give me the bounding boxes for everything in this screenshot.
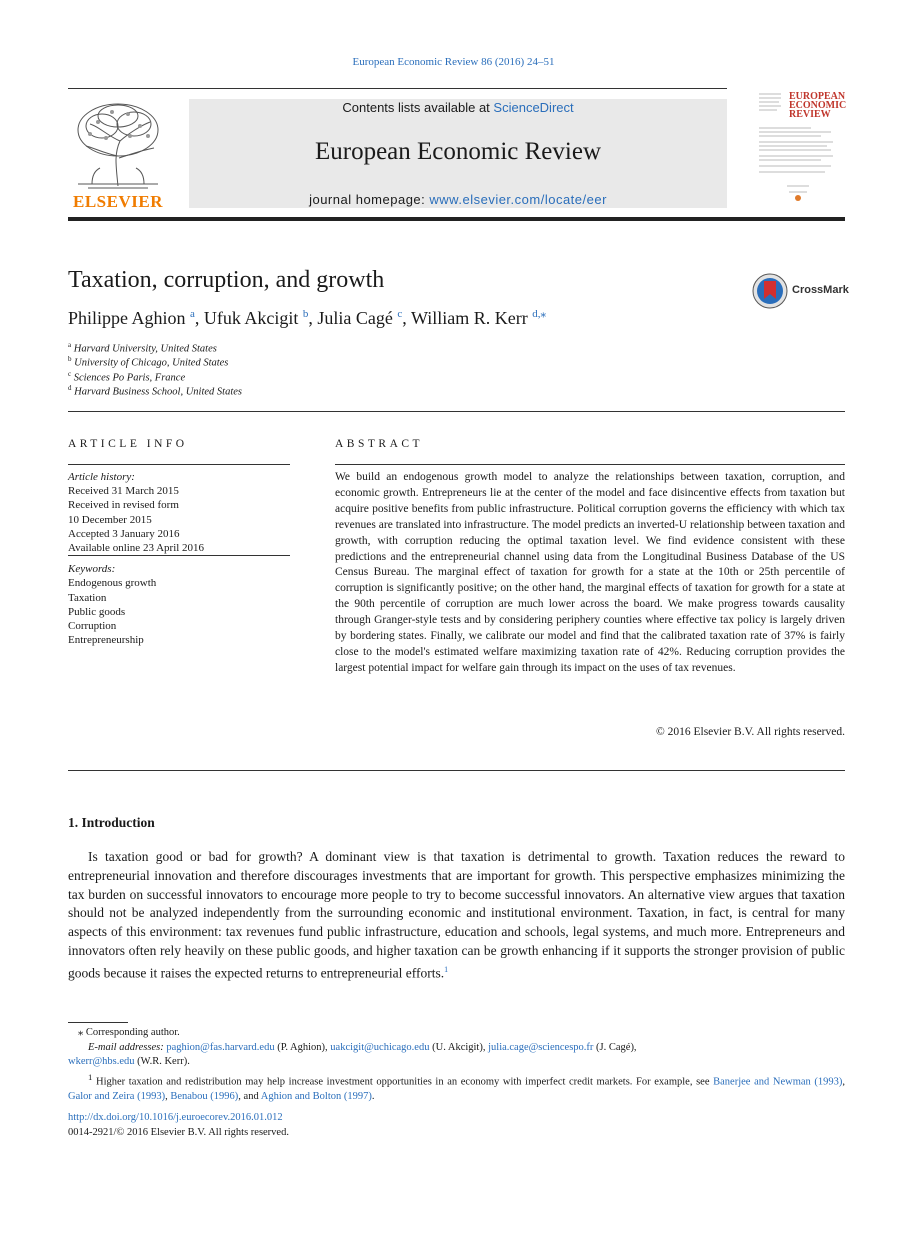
email-label: E-mail addresses: [88,1041,164,1053]
author-mark[interactable]: c [397,308,403,320]
footnote-text: Higher taxation and redistribution may help increase investment opportunities in an economy with imperfect credit markets. For example, see [96,1076,710,1087]
affiliation [68,384,242,398]
keyword: Corruption [68,620,117,633]
email-link[interactable]: paghion@fas.harvard.edu [166,1041,275,1053]
email-link[interactable]: wkerr@hbs.edu [68,1056,135,1067]
keyword: Public goods [68,605,126,618]
footnote-ref[interactable]: 1 [444,964,449,974]
author-separator: , [194,308,200,328]
affiliation [68,341,217,355]
citation-sep: , [165,1090,168,1102]
author[interactable]: William R. Kerr [410,308,528,328]
history-item: 10 December 2015 [68,513,152,526]
doi-link[interactable]: http://dx.doi.org/10.1016/j.euroecorev.2016.01.012 [68,1112,283,1123]
history-rule [68,555,290,556]
author-mark[interactable]: d,⁎ [532,308,546,320]
affiliation-mark: a [68,341,72,349]
affiliation [68,370,185,384]
affiliation-text: Harvard Business School, United States [74,386,243,398]
affiliation-mark: c [68,370,72,378]
keyword: Taxation [68,591,107,604]
email-addresses-cont [68,1055,845,1070]
doi-block [68,1111,289,1140]
corresponding-note: ⁎ Corresponding author. [78,1027,180,1038]
intro-paragraph [68,848,845,983]
history-item: Received 31 March 2015 [68,485,179,498]
citation-sep: , [842,1076,846,1087]
history-label: Article history: [68,471,135,483]
email-owner: (J. Cagé), [596,1041,637,1053]
keyword: Entrepreneurship [68,634,144,647]
keywords-label: Keywords: [68,563,116,576]
affiliation-mark: d [68,384,72,392]
sciencedirect-link[interactable]: ScienceDirect [493,100,574,115]
journal-cover-thumbnail[interactable] [751,88,845,210]
footnotes [68,1026,845,1104]
issn-line: 0014-2921/© 2016 Elsevier B.V. All rights reserved. [68,1126,289,1138]
abstract-rule [335,464,845,465]
article-info [68,470,290,647]
intro-heading: 1. Introduction [68,815,155,830]
journal-reference[interactable]: European Economic Review 86 (2016) 24–51 [352,56,555,68]
homepage-line [189,192,727,207]
header-top-rule [68,88,727,89]
intro-text: Is taxation good or bad for growth? A dominant view is that taxation is detrimental to growth. Taxation reduces the reward to entrepreneurial innovation and therefore discourages investments that are important for growth. This perspective emphasizes minimizing the tax burden on successful innovators to encourage more people to try to become successful innovators. An alternative view argues that taxation should not be analyzed independently from the surrounding economic and institutional environment. Taxation, in fact, is central for many aspects of this environment: tax revenues fund public infrastructure, education and schools, legal systems, and much more. Entrepreneurs and innovators often rely heavily on these public goods, and higher taxation can be growth enhancing if it supports the stronger provision of public goods because it raises the expected returns to entrepreneurial efforts. [68,849,845,981]
history-item: Available online 23 April 2016 [68,542,205,555]
homepage-link[interactable]: www.elsevier.com/locate/eer [429,192,607,207]
section-rule [68,411,845,412]
cover-title: EUROPEAN ECONOMIC REVIEW [789,91,847,120]
citation-sep: , and [238,1090,259,1102]
affiliation-mark: b [68,355,72,363]
footnote-rule [68,1022,128,1023]
crossmark-label: CrossMark [792,284,849,296]
history-item: Received in revised form [68,499,179,512]
header-bottom-rule [68,217,845,221]
citation-link[interactable]: Banerjee and Newman (1993) [713,1076,843,1087]
author-mark[interactable]: a [190,308,195,320]
email-owner: (U. Akcigit), [432,1041,486,1053]
email-addresses [68,1041,845,1056]
author-separator: , [308,308,313,328]
citation-link[interactable]: Benabou (1996) [170,1090,239,1102]
article-title: Taxation, corruption, and growth [68,267,385,293]
contents-prefix: Contents lists available at [342,100,490,115]
article-info-label: ARTICLE INFO [68,438,188,450]
affiliation [68,355,228,369]
abstract-text: We build an endogenous growth model to analyze the relationships between taxation, corruption, and economic growth. Entrepreneurs lie at the center of the model and face disincentive effects from taxation but acquire positive benefits from public infrastructure. Political corruption governs the efficiency with which tax revenues are translated into infrastructure. The model predicts an inverted-U relationship between taxation and growth, with corruption reducing the optimal taxation level. We find evidence consistent with these predictions and the entrepreneurial channel using data from the Longitudinal Business Database of the US Census Bureau. The marginal effect of taxation for growth for a state at the 10th or 25th percentile of corruption is significantly positive; on the other hand, the marginal effects of taxation for growth for a state at the 90th percentile of corruption are much lower across the board. We make progress towards causality through Granger-style tests and by considering periphery counties where effective tax policy is largely driven by bordering states. Finally, we calibrate our model and find that the calibrated taxation rate of 37% is fairly close to the model's estimated welfare maximizing taxation rate of 42%. Reducing corruption provides the largest potential impact for welfare gain through its impact on the uses of tax revenues. [335,471,845,674]
abstract-label: ABSTRACT [335,438,424,450]
section-rule [68,770,845,771]
homepage-prefix: journal homepage: [309,192,426,207]
author-list [68,307,546,329]
history-item: Accepted 3 January 2016 [68,527,180,540]
email-owner: (P. Aghion), [277,1041,328,1053]
author[interactable]: Julia Cagé [317,308,393,328]
crossmark-badge[interactable] [752,273,848,309]
crossmark-icon [752,273,788,309]
elsevier-wordmark: ELSEVIER [73,192,163,211]
citation-sep: . [371,1090,375,1102]
email-owner: (W.R. Kerr). [137,1056,190,1067]
email-link[interactable]: julia.cage@sciencespo.fr [488,1041,594,1053]
citation-link[interactable]: Galor and Zeira (1993) [68,1090,166,1102]
contents-line [189,100,727,115]
email-link[interactable]: uakcigit@uchicago.edu [330,1041,430,1053]
abstract-copyright: © 2016 Elsevier B.V. All rights reserved. [656,726,845,738]
author[interactable]: Ufuk Akcigit [203,308,299,328]
author-mark[interactable]: b [302,308,309,320]
article-info-rule [68,464,290,465]
affiliation-text: Harvard University, United States [73,343,217,355]
footnote-1 [68,1070,845,1105]
keyword: Endogenous growth [68,577,157,590]
affiliation-text: Sciences Po Paris, France [73,372,186,384]
citation-link[interactable]: Aghion and Bolton (1997) [260,1090,372,1102]
elsevier-tree-icon [68,96,168,191]
journal-title: European Economic Review [314,138,601,165]
author[interactable]: Philippe Aghion [68,308,186,328]
footnote-mark: 1 [88,1071,93,1082]
affiliation-text: University of Chicago, United States [74,357,229,369]
elsevier-logo [68,96,168,212]
author-separator: , [402,308,407,328]
